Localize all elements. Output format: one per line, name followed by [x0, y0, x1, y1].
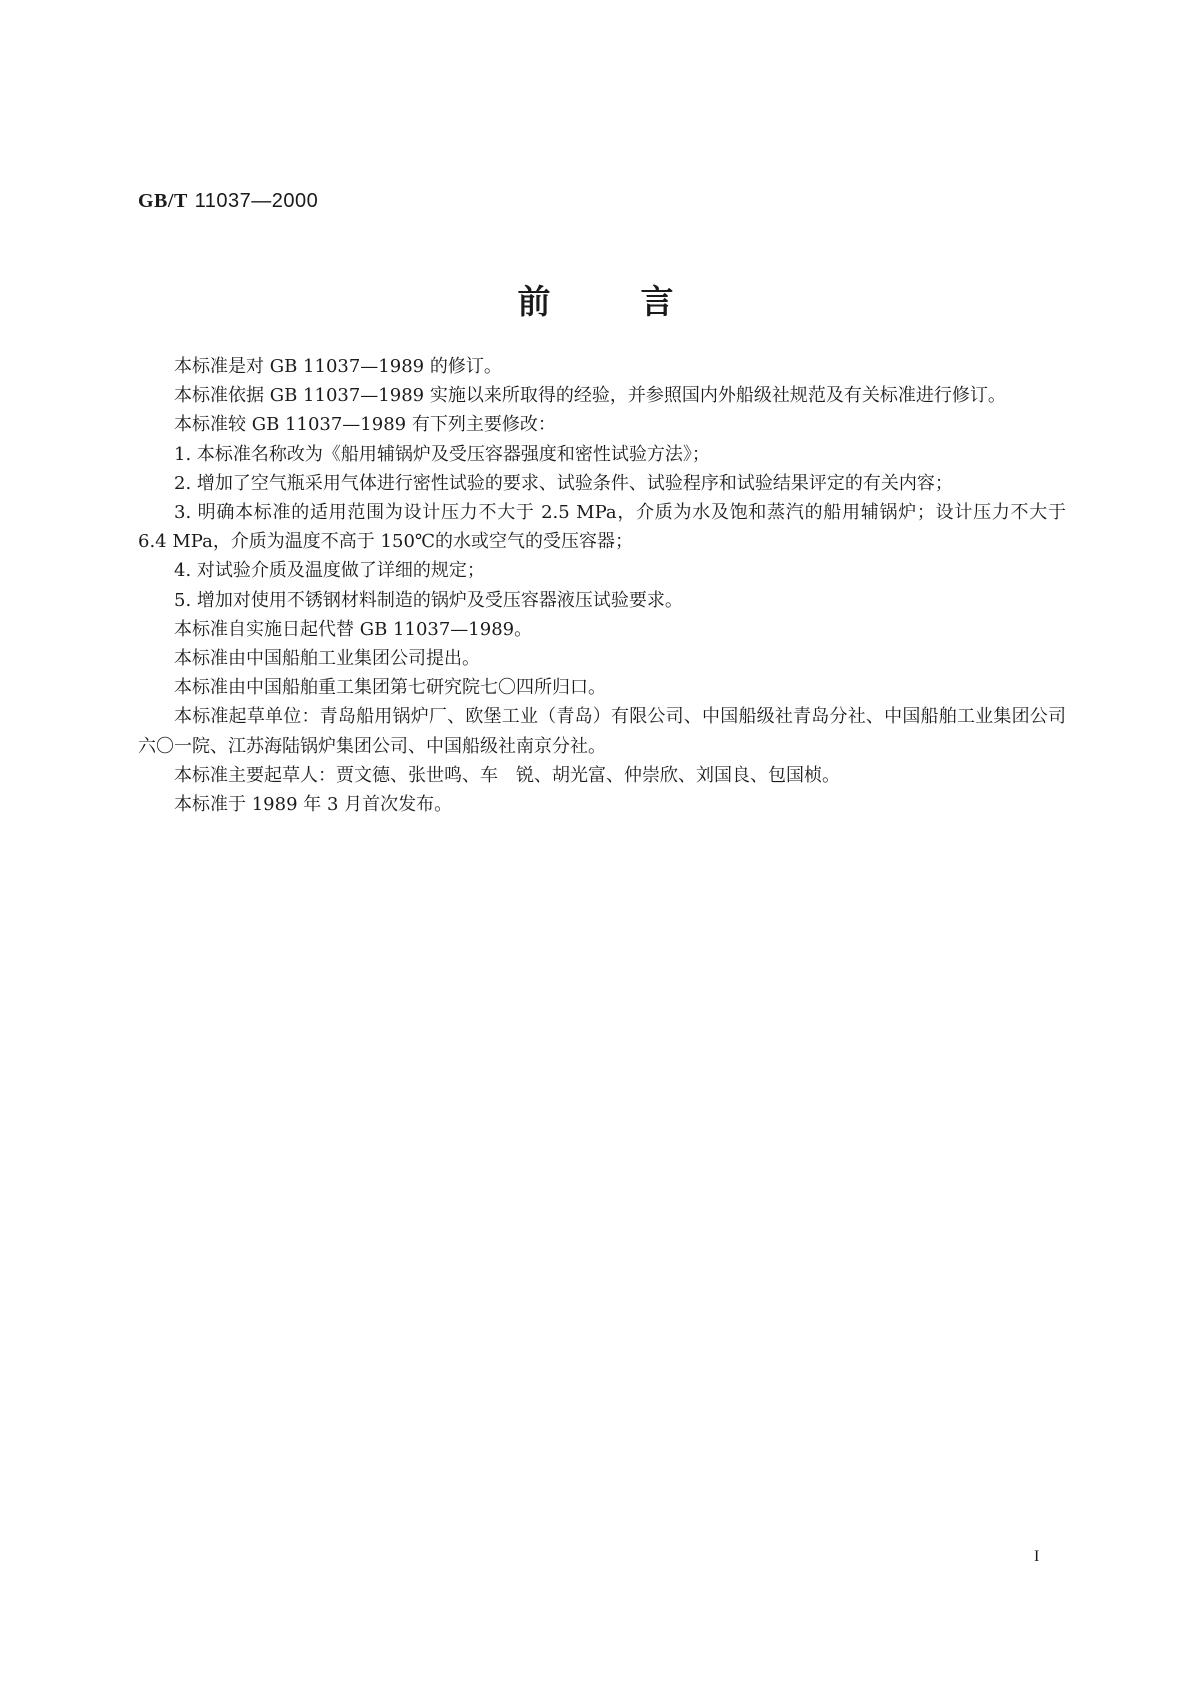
paragraph: 本标准依据 GB 11037—1989 实施以来所取得的经验，并参照国内外船级社规范及有关标准进行修订。 [174, 385, 1006, 407]
paragraph: 本标准由中国船舶工业集团公司提出。 [174, 648, 480, 670]
paragraph: 本标准自实施日起代替 GB 11037—1989。 [174, 618, 533, 640]
paragraph: 本标准主要起草人：贾文德、张世鸣、车 锐、胡光富、仲崇欣、刘国良、包国桢。 [174, 764, 840, 786]
standard-code-prefix: GB/T [138, 190, 188, 212]
page-number: I [1034, 1548, 1040, 1565]
list-item: 3. 明确本标准的适用范围为设计压力不大于 2.5 MPa，介质为水及饱和蒸汽的船用辅锅炉；设计压力不大于 6.4 MPa，介质为温度不高于 150℃的水或空气的受压容器； [138, 502, 1066, 553]
list-item: 5. 增加对使用不锈钢材料制造的锅炉及受压容器液压试验要求。 [174, 589, 683, 611]
foreword-body [138, 352, 1066, 819]
paragraph: 本标准由中国船舶重工集团第七研究院七〇四所归口。 [174, 677, 606, 699]
paragraph: 本标准较 GB 11037—1989 有下列主要修改： [174, 414, 556, 436]
standard-code [138, 188, 318, 213]
paragraph: 本标准于 1989 年 3 月首次发布。 [174, 794, 453, 816]
paragraph: 本标准是对 GB 11037—1989 的修订。 [174, 356, 502, 377]
paragraph: 本标准起草单位：青岛船用锅炉厂、欧堡工业（青岛）有限公司、中国船级社青岛分社、中国船舶工业集团公司六〇一院、江苏海陆锅炉集团公司、中国船级社南京分社。 [138, 706, 1066, 757]
standard-code-number: 11037—2000 [194, 190, 319, 212]
list-item: 2. 增加了空气瓶采用气体进行密性试验的要求、试验条件、试验程序和试验结果评定的有关内容； [174, 472, 953, 494]
section-title: 前言 [517, 282, 764, 321]
list-item: 4. 对试验介质及温度做了详细的规定； [174, 560, 485, 582]
list-item: 1. 本标准名称改为《船用辅锅炉及受压容器强度和密性试验方法》； [174, 443, 710, 465]
